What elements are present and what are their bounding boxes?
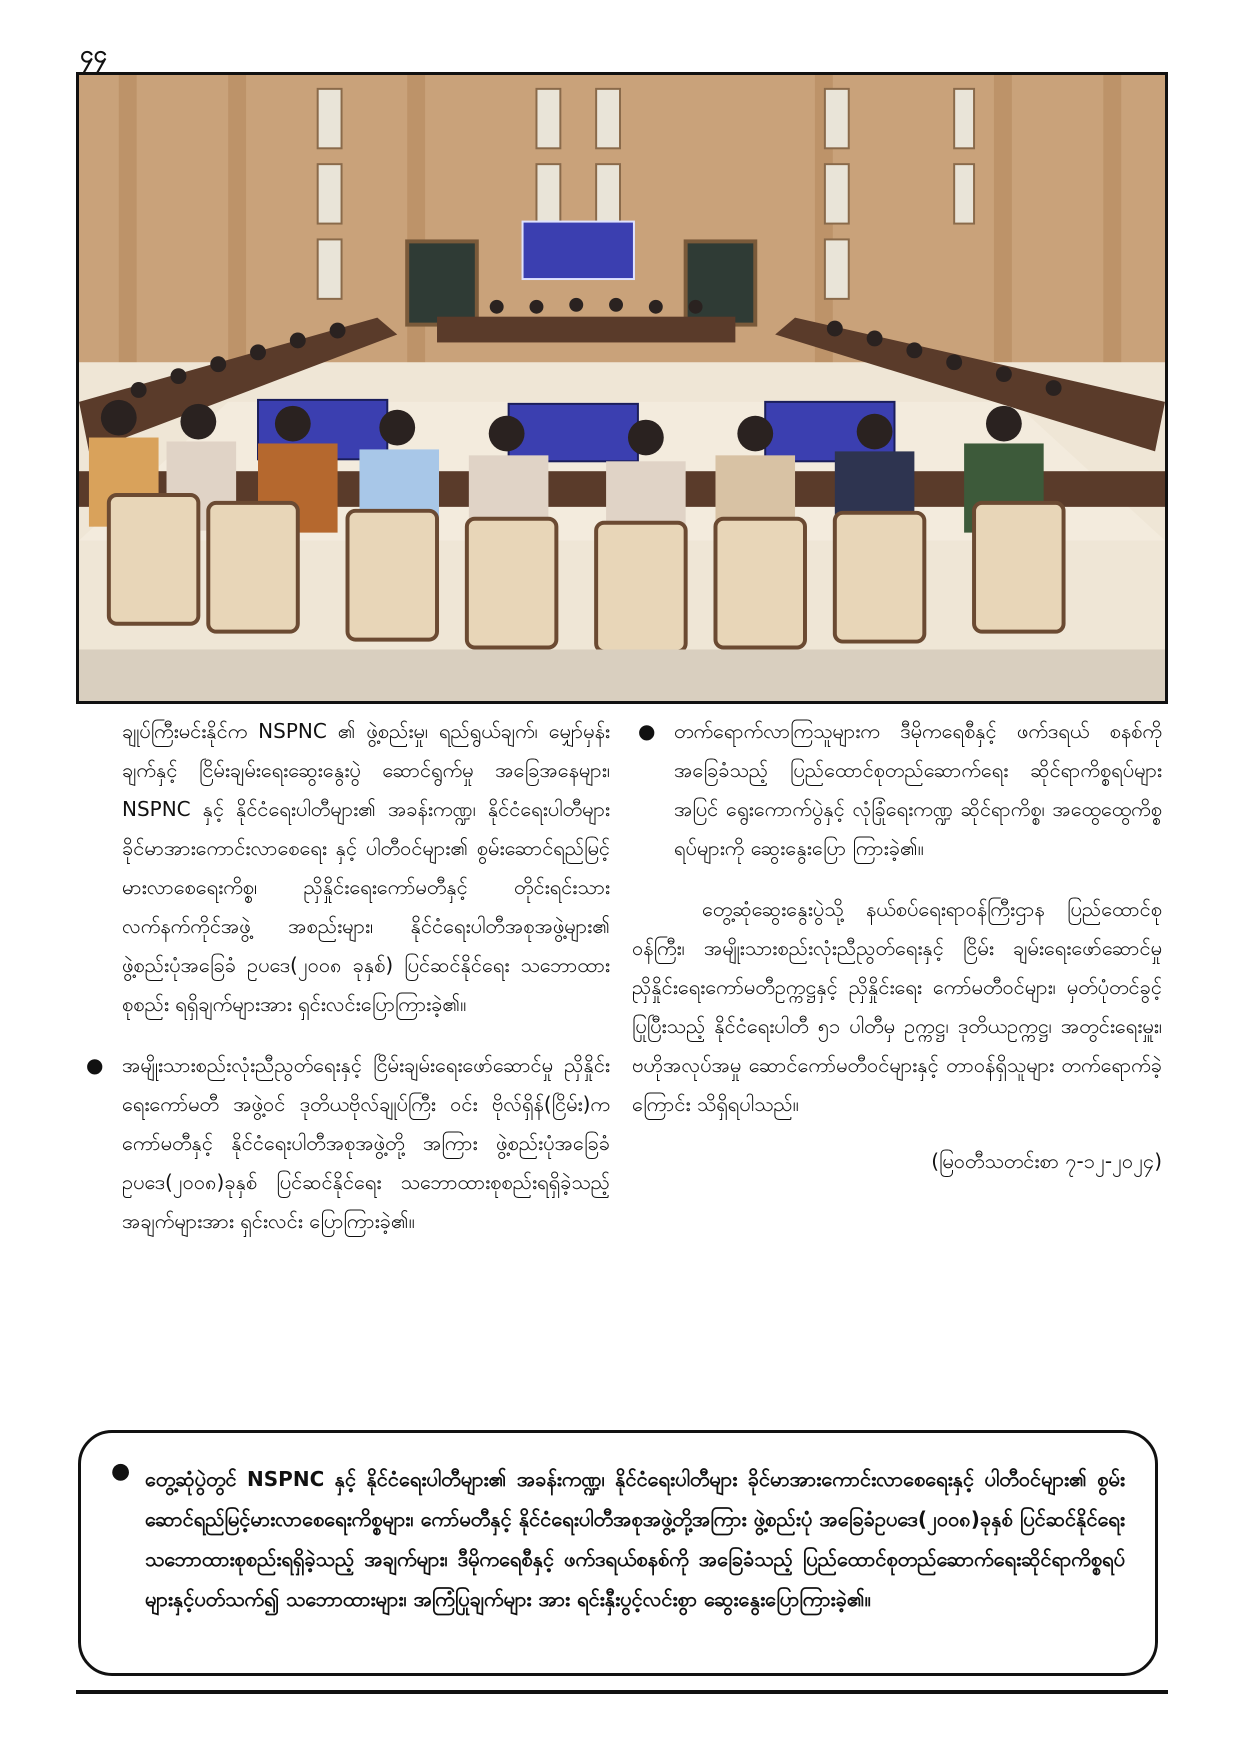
meeting-photo [76,72,1168,704]
bullet-icon: ● [638,719,656,743]
bullet-icon: ● [86,1053,104,1077]
bullet-icon: ● [111,1459,131,1484]
bottom-divider [76,1690,1168,1694]
right-column [632,712,1162,1181]
right-closing-paragraph: တွေ့ဆုံဆွေးနွေးပွဲသို့ နယ်စပ်ရေးရာဝန်ကြီးဌာန ပြည်ထောင်စုဝန်ကြီး၊ အမျိုးသားစည်းလုံးညီညွတ်ရေးနှင့် ငြိမ်း ချမ်းရေးဖော်ဆောင်မှုညှိနှိုင်းရေးကော်မတီဥက္ကဋ္ဌနှင့် ညှိနှိုင်းရေး ကော်မတီဝင်များ၊ မှတ်ပုံတင်ခွင့်ပြုပြီးသည့် နိုင်ငံရေးပါတီ ၅၁ ပါတီမှ ဥက္ကဋ္ဌ၊ ဒုတိယဥက္ကဋ္ဌ၊ အတွင်းရေးမှူး၊ ဗဟိုအလုပ်အမှု ဆောင်ကော်မတီဝင်များနှင့် တာဝန်ရှိသူများ တက်ရောက်ခဲ့ ကြောင်း သိရှိရပါသည်။ [632,897,1162,1116]
page-number: ၄၄ [80,40,107,68]
left-bullet-paragraph: အမျိုးသားစည်းလုံးညီညွတ်ရေးနှင့် ငြိမ်းချမ်းရေးဖော်ဆောင်မှု ညှိနှိုင်းရေးကော်မတီ အဖွဲ့ဝင် ဒုတိယဗိုလ်ချုပ်ကြီး ဝင်း ဗိုလ်ရှိန်(ငြိမ်း)က ကော်မတီနှင့် နိုင်ငံရေးပါတီအစုအဖွဲ့တို့ အကြား ဖွဲ့စည်းပုံအခြေခံဥပဒေ(၂၀ဝ၈)ခုနှစ် ပြင်ဆင်နိုင်ရေး သဘောထားစုစည်းရရှိခဲ့သည့် အချက်များအား ရှင်းလင်း ပြောကြားခဲ့၏။ [122,1053,610,1233]
left-lead-paragraph: ချုပ်ကြီးမင်းနိုင်က NSPNC ၏ ဖွဲ့စည်းမှု၊ ရည်ရွယ်ချက်၊ မျှော်မှန်းချက်နှင့် ငြိမ်းချမ်းရေးဆွေးနွေးပွဲ ဆောင်ရွက်မှု အခြေအနေများ၊ NSPNC နှင့် နိုင်ငံရေးပါတီများ၏ အခန်းကဏ္ဍ၊ နိုင်ငံရေးပါတီများ ခိုင်မာအားကောင်းလာစေရေး နှင့် ပါတီဝင်များ၏ စွမ်းဆောင်ရည်မြင့်မားလာစေရေးကိစ္စ၊ ညှိနှိုင်းရေးကော်မတီနှင့် တိုင်းရင်းသားလက်နက်ကိုင်အဖွဲ့ အစည်းများ၊ နိုင်ငံရေးပါတီအစုအဖွဲ့များ၏ ဖွဲ့စည်းပုံအခြေခံ ဥပဒေ(၂၀ဝ၈ ခုနှစ်) ပြင်ဆင်နိုင်ရေး သဘောထားစုစည်း ရရှိချက်များအား ရှင်းလင်းပြောကြားခဲ့၏။ [122,719,610,1016]
summary-text: တွေ့ဆုံပွဲတွင် NSPNC နှင့် နိုင်ငံရေးပါတီများ၏ အခန်းကဏ္ဍ၊ နိုင်ငံရေးပါတီများ ခိုင်မာအားကောင်းလာစေရေးနှင့် ပါတီဝင်များ၏ စွမ်းဆောင်ရည်မြင့်မားလာစေရေးကိစ္စများ၊ ကော်မတီနှင့် နိုင်ငံရေးပါတီအစုအဖွဲ့တို့အကြား ဖွဲ့စည်းပုံ အခြေခံဥပဒေ(၂၀ဝ၈)ခုနှစ် ပြင်ဆင်နိုင်ရေး သဘောထားစုစည်းရရှိခဲ့သည့် အချက်များ၊ ဒီမိုကရေစီနှင့် ဖက်ဒရယ်စနစ်ကို အခြေခံသည့် ပြည်ထောင်စုတည်ဆောက်ရေးဆိုင်ရာကိစ္စရပ်များနှင့်ပတ်သက်၍ သဘောထားများ၊ အကြံပြုချက်များ အား ရင်းနှီးပွင့်လင်းစွာ ဆွေးနွေးပြောကြားခဲ့၏။ [145,1467,1125,1611]
meeting-hall-illustration [79,75,1165,701]
right-bullet-paragraph: တက်ရောက်လာကြသူများက ဒီမိုကရေစီနှင့် ဖက်ဒရယ် စနစ်ကို အခြေခံသည့် ပြည်ထောင်စုတည်ဆောက်ရေး ဆိုင်ရာကိစ္စရပ်များအပြင် ရွေးကောက်ပွဲနှင့် လုံခြုံရေးကဏ္ဍ ဆိုင်ရာကိစ္စ၊ အထွေထွေကိစ္စရပ်များကို ဆွေးနွေးပြော ကြားခဲ့၏။ [674,719,1162,860]
source-citation: (မြဝတီသတင်းစာ ၇-၁၂-၂၀၂၄) [931,1149,1162,1173]
left-bullet-item [80,1046,610,1241]
left-column [80,712,610,1241]
summary-box [78,1430,1158,1676]
right-bullet-item [632,712,1162,868]
